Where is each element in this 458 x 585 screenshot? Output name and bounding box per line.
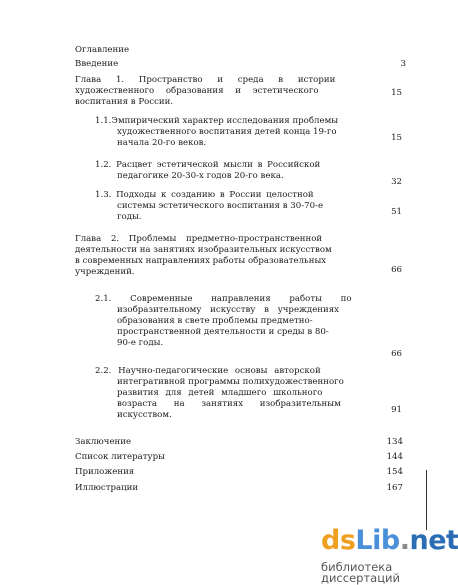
section-2-2-page: 91 <box>391 405 402 415</box>
section-1-1-line-3: начала 20-го веков. <box>117 138 207 148</box>
section-1-2-line-1: 1.2. Расцвет эстетической мысли в Российской <box>95 160 321 170</box>
chapter2-line-1: Глава 2. Проблемы предметно-пространственной <box>75 234 323 244</box>
section-2-1-line-4: пространственной деятельности и среды в 80- <box>117 327 329 337</box>
section-1-1-page: 15 <box>391 133 402 143</box>
chapter2-page: 66 <box>391 265 402 275</box>
dslib-subtitle: библиотека диссертаций <box>321 560 400 585</box>
chapter1-word: Глава 1. Пространство и среда в истории <box>75 75 336 85</box>
chapter1-line-1 <box>75 75 358 86</box>
section-1-1-line-1: 1.1.Эмпирический характер исследования проблемы <box>95 116 339 126</box>
section-1-2-page: 32 <box>391 177 402 187</box>
section-2-2-line-1: 2.2. Научно-педагогические основы авторской <box>95 366 321 376</box>
toc-intro-label: Введение <box>75 59 119 69</box>
illustrations-page: 167 <box>386 483 403 493</box>
dslib-logo: dsLib.net <box>321 525 458 556</box>
page-title: Оглавление <box>75 45 130 55</box>
chapter1-line-3: воспитания в России. <box>75 97 174 107</box>
scan-edge-line <box>426 470 427 530</box>
section-1-3-page: 51 <box>391 207 402 217</box>
section-1-3-line-2: системы эстетического воспитания в 30-70-е <box>117 201 324 211</box>
section-2-2-line-4: возраста на занятиях изобразительным <box>117 399 341 409</box>
section-2-1-line-5: 90-е годы. <box>117 338 164 348</box>
section-2-1-line-1: 2.1. Современные направления работы по <box>95 294 352 304</box>
section-2-2-line-2: интегративной программы полихудожественного <box>117 377 344 387</box>
section-1-3-line-1: 1.3. Подходы к созданию в России целостной <box>95 190 314 200</box>
section-2-2-line-5: искусством. <box>117 410 172 420</box>
section-2-1-line-3: образования в свете проблемы предметно- <box>117 316 313 326</box>
section-1-3-line-3: годы. <box>117 212 142 222</box>
section-2-1-page: 66 <box>391 349 402 359</box>
appendices-label: Приложения <box>75 467 135 477</box>
chapter2-line-3: в современных направлениях работы образовательных <box>75 256 327 266</box>
conclusion-page: 134 <box>386 437 403 447</box>
bibliography-label: Список литературы <box>75 452 165 462</box>
conclusion-label: Заключение <box>75 437 132 447</box>
chapter2-line-4: учреждений. <box>75 267 135 277</box>
illustrations-label: Иллюстрации <box>75 483 139 493</box>
chapter2-line-2: деятельности на занятиях изобразительных искусством <box>75 245 332 255</box>
chapter1-line-2: художественного образования и эстетического <box>75 86 319 96</box>
appendices-page: 154 <box>386 467 403 477</box>
bibliography-page: 144 <box>386 452 403 462</box>
toc-intro-page: 3 <box>400 59 406 69</box>
section-1-1-line-2: художественного воспитания детей конца 19-го <box>117 127 337 137</box>
section-2-1-line-2: изобразительному искусству в учреждениях <box>117 305 340 315</box>
section-2-2-line-3: развития для детей младшего школьного <box>117 388 323 398</box>
chapter1-page: 15 <box>391 88 402 98</box>
section-1-2-line-2: педагогике 20-30-х годов 20-го века. <box>117 171 284 181</box>
